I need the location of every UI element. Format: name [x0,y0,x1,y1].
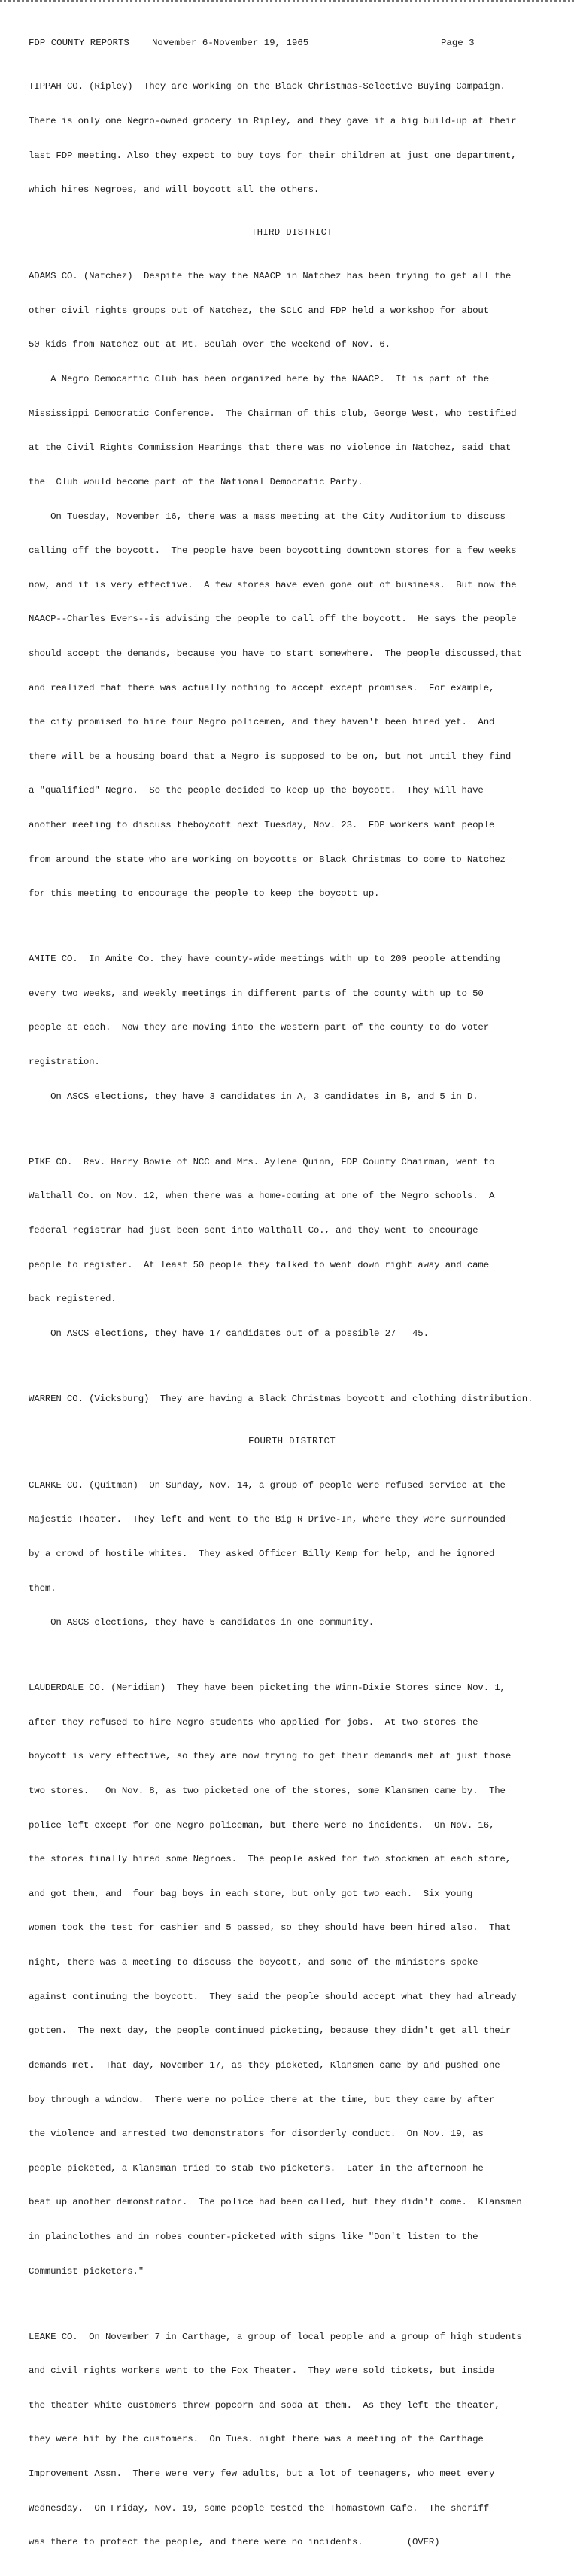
text-line: they were hit by the customers. On Tues. night there was a meeting of the Carthage [29,2434,484,2445]
page-header [29,38,555,51]
text-line: the stores finally hired some Negroes. The people asked for two stockmen at each store, [29,1854,512,1865]
section-heading: FOURTH DISTRICT [248,1436,336,1447]
text-line: LEAKE CO. On November 7 in Carthage, a group of local people and a group of high students [29,2331,522,2342]
text-line: two stores. On Nov. 8, as two picketed one of the stores, some Klansmen came by. The [29,1786,506,1797]
text-line: beat up another demonstrator. The police had been called, but they didn't come. Klansmen [29,2197,522,2208]
text-line: from around the state who are working on boycotts or Black Christmas to come to Natchez [29,854,506,865]
report-lauderdale [29,1660,555,2300]
text-line: them. [29,1582,56,1594]
text-line: people picketed, a Klansman tried to stab two picketers. Later in the afternoon he [29,2162,484,2174]
perforated-edge [0,0,574,17]
text-line: A Negro Democartic Club has been organized here by the NAACP. It is part of the [29,374,489,385]
text-line: in plainclothes and in robes counter-picketed with signs like "Don't listen to the [29,2231,478,2242]
text-line: CLARKE CO. (Quitman) On Sunday, Nov. 14, a group of people were refused service at the [29,1479,506,1491]
section-intro [29,59,555,219]
text-line: registration. [29,1057,100,1068]
text-line: every two weeks, and weekly meetings in different parts of the county with up to 50 [29,988,484,999]
text-line: and realized that there was actually nothing to accept except promises. For example, [29,682,495,693]
report-adams [29,248,555,923]
text-line: the city promised to hire four Negro policemen, and they haven't been hired yet. And [29,717,495,728]
text-line: NAACP--Charles Evers--is advising the people to call off the boycott. He says the people [29,614,517,625]
text-line: and civil rights workers went to the Fox Theater. They were sold tickets, but inside [29,2365,495,2377]
text-line: Communist picketers." [29,2265,144,2277]
text-line: On ASCS elections, they have 5 candidates in one community. [29,1617,374,1628]
text-line: people to register. At least 50 people they talked to went down right away and came [29,1259,489,1270]
text-line: On ASCS elections, they have 3 candidates in A, 3 candidates in B, and 5 in D. [29,1091,478,1102]
text-line: other civil rights groups out of Natchez, the SCLC and FDP held a workshop for about [29,305,489,316]
text-line: WARREN CO. (Vicksburg) They are having a Black Christmas boycott and clothing distribution. [29,1393,533,1404]
text-line: Mississippi Democratic Conference. The Chairman of this club, George West, who testified [29,408,517,419]
text-line: police left except for one Negro policeman, but there were no incidents. On Nov. 16, [29,1819,495,1831]
text-line: by a crowd of hostile whites. They asked Officer Billy Kemp for help, and he ignored [29,1548,495,1559]
text-line: There is only one Negro-owned grocery in Ripley, and they gave it a big build-up at their [29,116,517,127]
text-line: now, and it is very effective. A few stores have even gone out of business. But now the [29,579,517,590]
text-line: back registered. [29,1294,117,1305]
text-line: TIPPAH CO. (Ripley) They are working on the Black Christmas-Selective Buying Campaign. [29,81,506,93]
text-line: another meeting to discuss theboycott next Tuesday, Nov. 23. FDP workers want people [29,820,495,830]
text-line: Wednesday. On Friday, Nov. 19, some people tested the Thomastown Cafe. The sheriff [29,2502,489,2514]
text-line: federal registrar had just been sent into Walthall Co., and they went to encourage [29,1224,478,1236]
text-line: gotten. The next day, the people continued picketing, because they didn't get all their [29,2025,512,2037]
report-amite [29,931,555,1125]
page-number: Page 3 [441,38,475,48]
text-line: LAUDERDALE CO. (Meridian) They have been picketing the Winn-Dixie Stores since Nov. 1, [29,1682,506,1694]
text-line: people at each. Now they are moving into the western part of the county to do voter [29,1022,489,1033]
text-line: women took the test for cashier and 5 passed, so they should have been hired also. That [29,1922,512,1934]
report-clarke [29,1457,555,1651]
text-line: AMITE CO. In Amite Co. they have county-wide meetings with up to 200 people attending [29,954,500,965]
text-line: last FDP meeting. Also they expect to buy toys for their children at just one department, [29,150,517,161]
text-line: demands met. That day, November 17, as they picketed, Klansmen came by and pushed one [29,2059,500,2071]
text-line: the theater white customers threw popcorn and soda at them. As they left the theater, [29,2399,500,2411]
text-line: On ASCS elections, they have 17 candidates out of a possible 27 45. [29,1327,429,1339]
text-line: On Tuesday, November 16, there was a mass meeting at the City Auditorium to discuss [29,511,506,522]
text-line: against continuing the boycott. They said the people should accept what they had already [29,1991,517,2002]
text-line: ADAMS CO. (Natchez) Despite the way the NAACP in Natchez has been trying to get all the [29,271,512,282]
report-title: FDP COUNTY REPORTS [29,38,129,48]
report-leake [29,2308,555,2571]
text-line: was there to protect the people, and there were no incidents. (OVER) [29,2537,440,2548]
typewritten-page [29,38,555,2576]
text-line: at the Civil Rights Commission Hearings that there was no violence in Natchez, said that [29,442,512,454]
text-line: boy through a window. There were no police there at the time, but they came by after [29,2094,495,2105]
text-line: night, there was a meeting to discuss the boycott, and some of the ministers spoke [29,1957,478,1968]
text-line: Majestic Theater. They left and went to the Big R Drive-In, where they were surrounded [29,1514,506,1525]
report-date-range: November 6-November 19, 1965 [152,38,309,48]
text-line: after they refused to hire Negro students who applied for jobs. At two stores the [29,1716,478,1728]
report-warren [29,1370,555,1428]
section-heading: THIRD DISTRICT [251,226,333,238]
text-line: calling off the boycott. The people have been boycotting downtown stores for a few weeks [29,545,517,557]
section-fourth-district [29,1436,555,2571]
text-line: boycott is very effective, so they are now trying to get their demands met at just those [29,1751,512,1762]
section-third-district [29,227,555,1428]
text-line: the Club would become part of the National Democratic Party. [29,476,363,487]
report-pike [29,1133,555,1362]
text-line: should accept the demands, because you have to start somewhere. The people discussed,that [29,648,522,659]
text-line: Walthall Co. on Nov. 12, when there was a home-coming at one of the Negro schools. A [29,1191,495,1202]
text-line: and got them, and four bag boys in each store, but only got two each. Six young [29,1888,473,1899]
text-line: the violence and arrested two demonstrators for disorderly conduct. On Nov. 19, as [29,2128,484,2140]
text-line: for this meeting to encourage the people to keep the boycott up. [29,888,380,900]
text-line: there will be a housing board that a Negro is supposed to be on, but not until they find [29,751,512,762]
text-line: 50 kids from Natchez out at Mt. Beulah over the weekend of Nov. 6. [29,339,390,350]
report-tippah [29,59,555,219]
text-line: PIKE CO. Rev. Harry Bowie of NCC and Mrs. Aylene Quinn, FDP County Chairman, went to [29,1156,495,1167]
text-line: a "qualified" Negro. So the people decided to keep up the boycott. They will have [29,785,484,796]
text-line: which hires Negroes, and will boycott all the others. [29,184,320,196]
text-line: Improvement Assn. There were very few adults, but a lot of teenagers, who meet every [29,2468,495,2480]
